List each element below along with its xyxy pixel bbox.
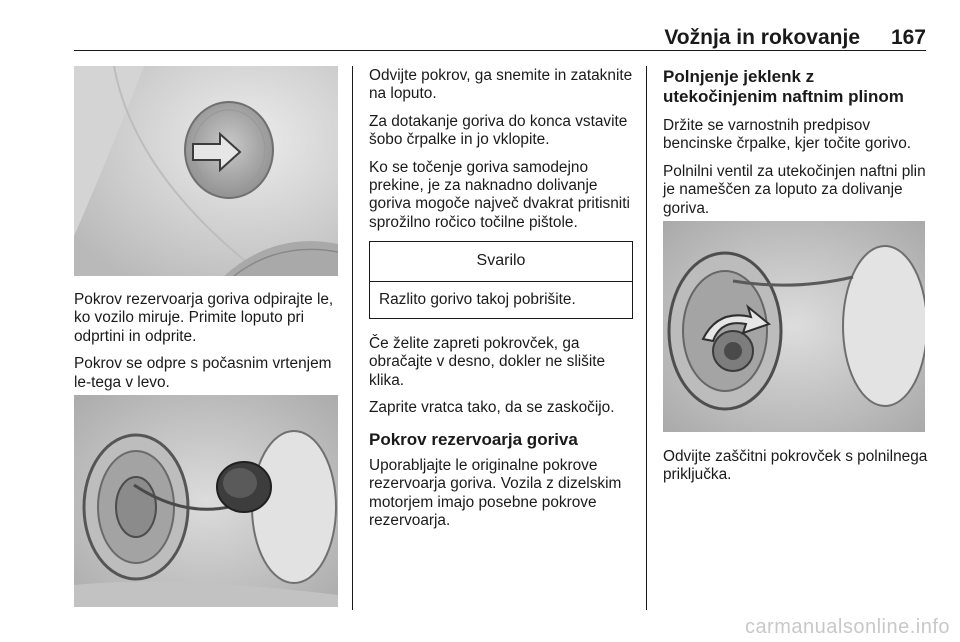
column-divider-2 [646,66,647,610]
paragraph-remove-cap: Odvijte pokrov, ga snemite in zataknite na loputo. [369,67,633,103]
open-fuel-cap-illustration [74,395,338,607]
lpg-valve-illustration [663,221,925,432]
paragraph-unscrew-protective-cap: Odvijte zaščitni pokrovček s polnilnega priključka. [663,448,928,484]
paragraph-close-flap: Zaprite vratca tako, da se zaskočijo. [369,399,615,417]
paragraph-open-flap: Pokrov rezervoarja goriva odpirajte le, ko vozilo miruje. Primite loputo pri odprtini in odprite. [74,291,334,345]
warning-title: Svarilo [370,242,632,281]
watermark: carmanualsonline.info [744,616,950,638]
paragraph-original-caps: Uporabljajte le originalne pokrove rezervoarja goriva. Vozila z dizelskim motorjem imajo posebne pokrove rezervoarja. [369,456,622,529]
warning-text: Razlito gorivo takoj pobrišite. [379,290,576,308]
section-heading-lpg: Polnjenje jeklenk z utekočinjenim naftnim plinom [663,67,904,106]
paragraph-close-cap: Če želite zapreti pokrovček, ga obračajte v desno, dokler ne slišite klika. [369,335,606,389]
fuel-flap-illustration [74,66,338,276]
paragraph-insert-nozzle: Za dotakanje goriva do konca vstavite šobo črpalke in jo vklopite. [369,112,628,149]
paragraph-lpg-valve-location: Polnilni ventil za utekočinjen naftni plin je nameščen za loputo za dolivanje goriva. [663,162,926,217]
section-heading-fuel-cap: Pokrov rezervoarja goriva [369,429,578,449]
paragraph-refuel-limit: Ko se točenje goriva samodejno prekine, je za naknadno dolivanje goriva mogoče največ dvakrat pritisniti sprožilno ročico točilne pištole. [369,158,630,231]
warning-box [369,241,633,319]
column-divider-1 [352,66,353,610]
paragraph-safety-rules: Držite se varnostnih predpisov bencinske črpalke, kjer točite gorivo. [663,117,912,153]
running-header-title: Vožnja in rokovanje [664,26,860,49]
header-divider [74,50,926,51]
paragraph-turn-cap-left: Pokrov se odpre s počasnim vrtenjem le-tega v levo. [74,355,332,391]
page-number: 167 [890,26,926,49]
